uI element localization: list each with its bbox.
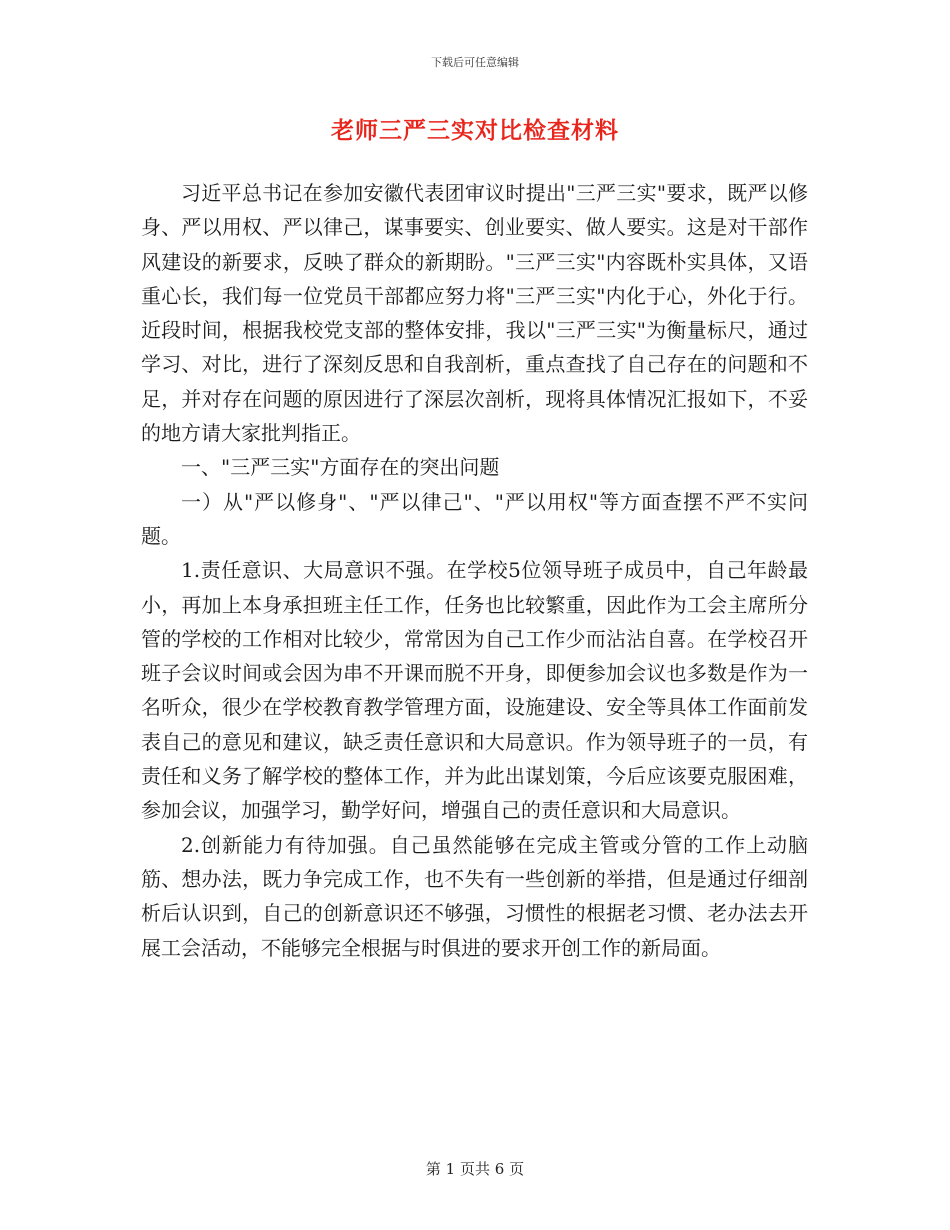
subsection-heading: 一）从"严以修身"、"严以律己"、"严以用权"等方面查摆不严不实问题。 bbox=[141, 489, 808, 548]
paragraph-item-1: 1.责任意识、大局意识不强。在学校5位领导班子成员中，自己年龄最小，再加上本身承担班主任工作，任务也比较繁重，因此作为工会主席所分管的学校的工作相对比较少，常常因为自己工作少而沾沾自喜。在学校召开班子会议时间或会因为串不开课而脱不开身，即便参加会议也多数是作为一名听众，很少在学校教育教学管理方面，设施建设、安全等具体工作面前发表自己的意见和建议，缺乏责任意识和大局意识。作为领导班子的一员，有责任和义务了解学校的整体工作，并为此出谋划策，今后应该要克服困难，参加会议，加强学习，勤学好问，增强自己的责任意识和大局意识。 bbox=[141, 558, 808, 823]
document-body bbox=[141, 176, 808, 965]
document-title: 老师三严三实对比检查材料 bbox=[331, 117, 619, 144]
section-heading: 一、"三严三实"方面存在的突出问题 bbox=[181, 455, 500, 480]
paragraph-item-2: 2.创新能力有待加强。自己虽然能够在完成主管或分管的工作上动脑筋、想办法，既力争完成工作，也不失有一些创新的举措，但是通过仔细剖析后认识到，自己的创新意识还不够强，习惯性的根据老习惯、老办法去开展工会活动，不能够完全根据与时俱进的要求开创工作的新局面。 bbox=[141, 832, 808, 960]
header-note: 下载后可任意编辑 bbox=[431, 56, 519, 69]
paragraph-intro: 习近平总书记在参加安徽代表团审议时提出"三严三实"要求，既严以修身、严以用权、严以律己，谋事要实、创业要实、做人要实。这是对干部作风建设的新要求，反映了群众的新期盼。"三严三实"内容既朴实具体，又语重心长，我们每一位党员干部都应努力将"三严三实"内化于心，外化于行。近段时间，根据我校党支部的整体安排，我以"三严三实"为衡量标尺，通过学习、对比，进行了深刻反思和自我剖析，重点查找了自己存在的问题和不足，并对存在问题的原因进行了深层次剖析，现将具体情况汇报如下，不妥的地方请大家批判指正。 bbox=[141, 181, 808, 446]
page-number: 第 1 页共 6 页 bbox=[425, 1160, 525, 1178]
